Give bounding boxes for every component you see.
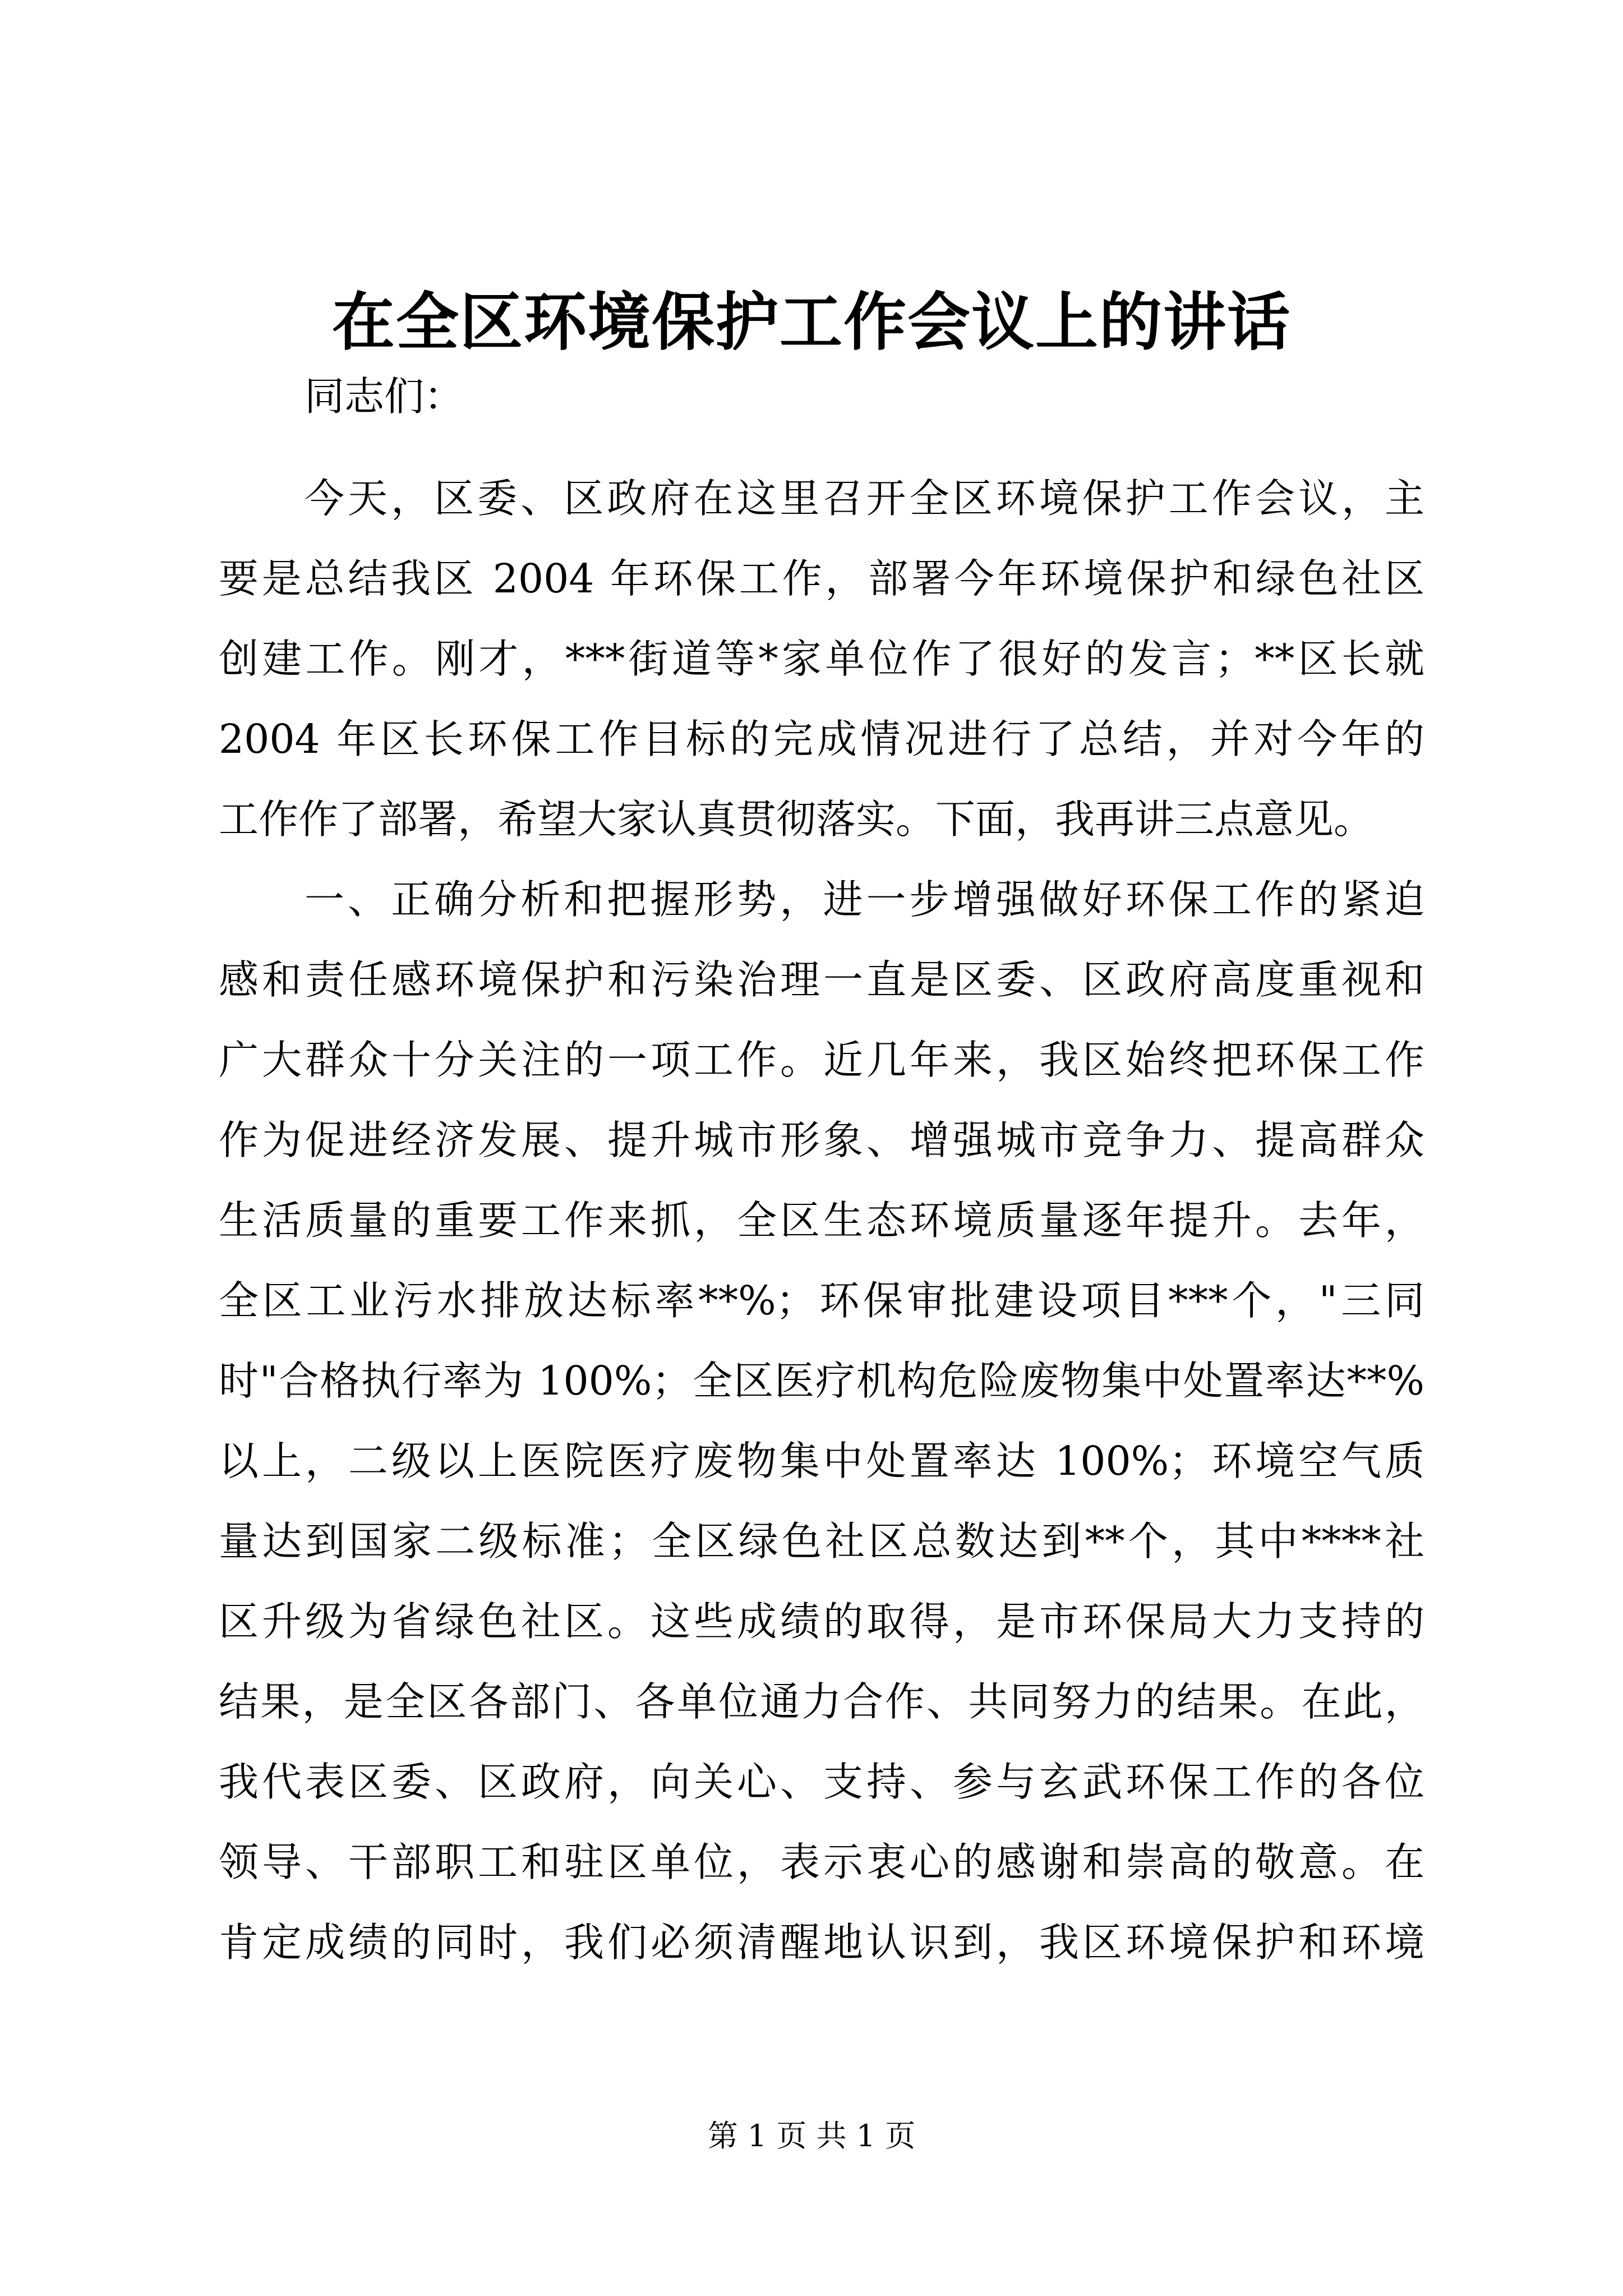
paragraph-line: 以上，二级以上医院医疗废物集中处置率达 100%；环境空气质 [219, 1438, 1424, 1484]
document-title: 在全区环境保护工作会议上的讲话 [332, 286, 1291, 359]
paragraph-line: 作为促进经济发展、提升城市形象、增强城市竞争力、提高群众 [219, 1117, 1424, 1163]
paragraph-line: 时"合格执行率为 100%；全区医疗机构危险废物集中处置率达**% [219, 1358, 1424, 1404]
paragraph-line: 量达到国家二级标准；全区绿色社区总数达到**个，其中****社 [219, 1518, 1424, 1565]
paragraph-line: 生活质量的重要工作来抓，全区生态环境质量逐年提升。去年， [219, 1197, 1424, 1244]
paragraph-line: 广大群众十分关注的一项工作。近几年来，我区始终把环保工作 [219, 1037, 1424, 1083]
paragraph-line: 结果，是全区各部门、各单位通力合作、共同努力的结果。在此， [219, 1678, 1424, 1725]
paragraph-line: 创建工作。刚才，***街道等*家单位作了很好的发言；**区长就 [219, 636, 1424, 682]
paragraph-line: 全区工业污水排放达标率**%；环保审批建设项目***个，"三同 [219, 1277, 1424, 1324]
paragraph-line: 区升级为省绿色社区。这些成绩的取得，是市环保局大力支持的 [219, 1598, 1424, 1645]
paragraph-line: 要是总结我区 2004 年环保工作，部署今年环境保护和绿色社区 [219, 555, 1424, 602]
paragraph-line: 领导、干部职工和驻区单位，表示衷心的感谢和崇高的敬意。在 [219, 1839, 1424, 1885]
paragraph-line: 工作作了部署，希望大家认真贯彻落实。下面，我再讲三点意见。 [219, 796, 1374, 843]
paragraph-line: 2004 年区长环保工作目标的完成情况进行了总结，并对今年的 [219, 716, 1424, 762]
paragraph-line: 感和责任感环境保护和污染治理一直是区委、区政府高度重视和 [219, 956, 1424, 1003]
paragraph-line: 今天，区委、区政府在这里召开全区环境保护工作会议，主 [305, 475, 1424, 522]
paragraph-line: 我代表区委、区政府，向关心、支持、参与玄武环保工作的各位 [219, 1759, 1424, 1805]
page-number-footer: 第 1 页 共 1 页 [707, 2118, 916, 2154]
paragraph-line: 肯定成绩的同时，我们必须清醒地认识到，我区环境保护和环境 [219, 1919, 1424, 1966]
section-heading-line: 一、正确分析和把握形势，进一步增强做好环保工作的紧迫 [305, 876, 1424, 923]
salutation: 同志们： [305, 373, 464, 420]
